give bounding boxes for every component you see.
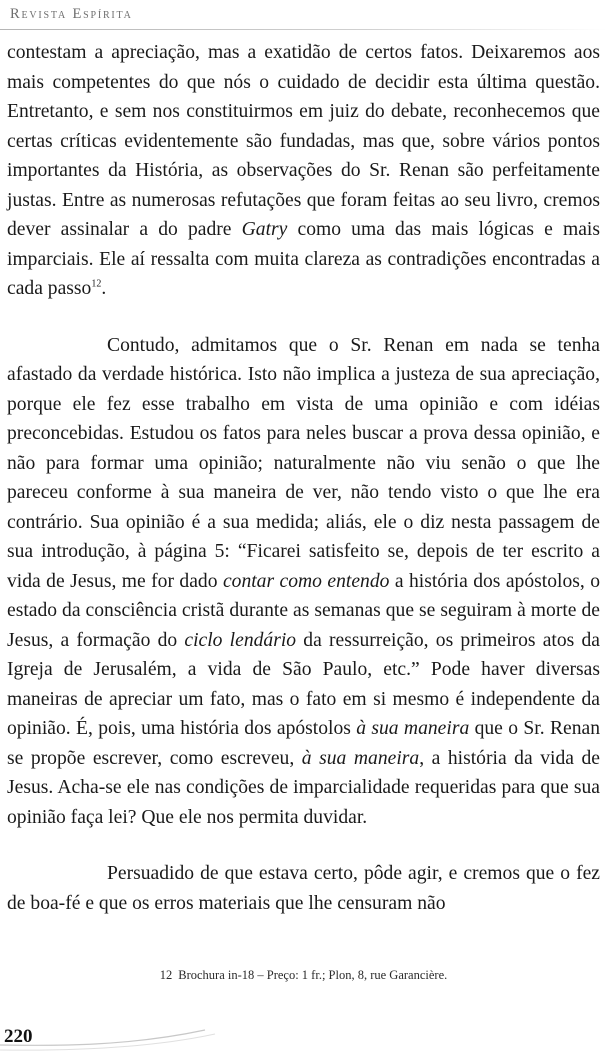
page-number: 220 bbox=[4, 1026, 33, 1047]
italic-run: à sua maneira bbox=[356, 718, 470, 739]
footnote-number: 12 bbox=[159, 968, 173, 982]
paragraph-3 bbox=[7, 859, 600, 918]
body-text bbox=[7, 38, 600, 918]
header-rule bbox=[0, 29, 607, 30]
footnote-text: Brochura in-18 – Preço: 1 fr.; Plon, 8, rue Garancière. bbox=[178, 968, 448, 982]
italic-run: ciclo lendário bbox=[184, 629, 297, 651]
text-run: a história dos apóstolos, o estado da consciência cristã durante as semanas que se seguiram à morte de Jesus, a formação do bbox=[7, 570, 600, 651]
folio-decoration bbox=[0, 1020, 240, 1060]
text-run: . bbox=[101, 278, 107, 299]
text-run: Persuadido de que estava certo, pôde agir, e cremos que o fez de boa-fé e que os erros materiais que lhe censuram não bbox=[7, 863, 600, 914]
running-head: Revista Espírita bbox=[10, 6, 133, 22]
footnote-ref: 12 bbox=[91, 278, 102, 290]
italic-run: à sua maneira bbox=[301, 747, 420, 769]
footnote bbox=[0, 968, 607, 983]
text-run: contestam a apreciação, mas a exatidão de certos fatos. Deixaremos aos mais competentes do que nós o cuidado de decidir esta última questão. Entretanto, e sem nos constituirmos em juiz do debate, reconhecemos que certas críticas evidentemente são fundadas, mas que, sobre vários pontos importantes da História, as observações do Sr. Renan são perfeitamente justas. Entre as numerosas refutações que foram feitas ao seu livro, cremos dever assinalar a do padre bbox=[7, 42, 600, 240]
italic-run: contar como entendo bbox=[222, 570, 390, 592]
text-run: , a história da vida de Jesus. Acha-se ele nas condições de imparcialidade requeridas para que sua opinião faça lei? Que ele nos permita duvidar. bbox=[7, 747, 600, 828]
italic-run: Gatry bbox=[241, 219, 288, 240]
text-run: da ressurreição, os primeiros atos da Igreja de Jerusalém, a vida de São Paulo, etc.” Pode haver diversas maneiras de apreciar um fato, mas o fato em si mesmo é independente da opinião. É, pois, uma história dos apóstolos bbox=[7, 629, 600, 739]
text-run: como uma das mais lógicas e mais imparciais. Ele aí ressalta com muita clareza as contradições encontradas a cada passo bbox=[7, 219, 600, 299]
text-run: que o Sr. Renan se propõe escrever, como escreveu, bbox=[7, 718, 600, 769]
paragraph-2 bbox=[7, 331, 600, 833]
paragraph-1 bbox=[7, 38, 600, 304]
text-run: Contudo, admitamos que o Sr. Renan em nada se tenha afastado da verdade histórica. Isto não implica a justeza de sua apreciação, porque ele fez esse trabalho em vista de uma opinião e com idéias preconcebidas. Estudou os fatos para neles buscar a prova dessa opinião, e não para formar uma opinião; naturalmente não viu senão o que lhe pareceu conforme à sua maneira de ver, não tendo visto o que lhe era contrário. Sua opinião é a sua medida; aliás, ele o diz nesta passagem de sua introdução, à página 5: “Ficarei satisfeito se, depois de ter escrito a vida de Jesus, me for dado bbox=[7, 334, 600, 592]
